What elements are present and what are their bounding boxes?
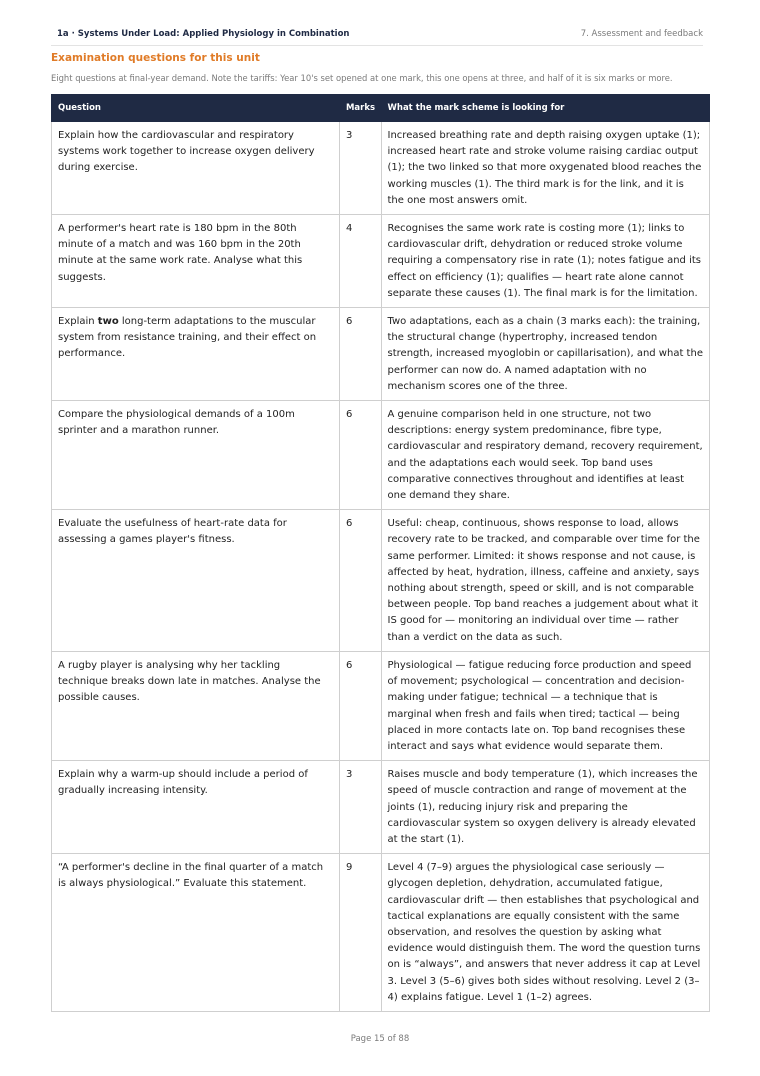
question-cell: “A performer's decline in the final quarter of a match is always physiological.” Evaluate this statement. — [52, 854, 340, 1012]
scheme-cell: Raises muscle and body temperature (1), which increases the speed of muscle contraction and range of movement at the joints (1), reducing injury risk and preparing the cardiovascular system so oxygen delivery is already elevated at the start (1). — [381, 761, 709, 854]
table-header-row — [52, 95, 710, 122]
table-row — [52, 308, 710, 401]
table-row — [52, 854, 710, 1012]
table-row — [52, 215, 710, 308]
scheme-cell: Level 4 (7–9) argues the physiological case seriously — glycogen depletion, dehydration, accumulated fatigue, cardiovascular drift — then establishes that psychological and tactical explanations are equally consistent with the same observation, and resolves the question by asking what evidence would distinguish them. The word the question turns on is “always”, and answers that never address it cap at Level 3. Level 3 (5–6) gives both sides without resolving. Level 2 (3–4) explains fatigue. Level 1 (1–2) agrees. — [381, 854, 709, 1012]
marks-cell: 4 — [339, 215, 381, 308]
table-row — [52, 651, 710, 760]
table-row — [52, 401, 710, 510]
unit-title: 1a · Systems Under Load: Applied Physiology in Combination — [57, 29, 350, 39]
question-cell: Compare the physiological demands of a 100m sprinter and a marathon runner. — [52, 401, 340, 510]
question-cell: Explain why a warm-up should include a period of gradually increasing intensity. — [52, 761, 340, 854]
question-emphasis: two — [97, 316, 119, 328]
table-row — [52, 510, 710, 652]
scheme-cell: A genuine comparison held in one structure, not two descriptions: energy system predominance, fibre type, cardiovascular and respiratory demand, recovery requirement, and the adaptations each would seek. Top band uses comparative connectives throughout and identifies at least one demand they share. — [381, 401, 709, 510]
marks-cell: 6 — [339, 308, 381, 401]
chapter-title: 7. Assessment and feedback — [580, 29, 703, 39]
question-cell: Evaluate the usefulness of heart-rate data for assessing a games player's fitness. — [52, 510, 340, 652]
scheme-cell: Physiological — fatigue reducing force production and speed of movement; psychological — concentration and decision-making under fatigue; technical — a technique that is marginal when fresh and fails when tired; tactical — being placed in more contacts late on. Top band recognises these interact and says what evidence would separate them. — [381, 651, 709, 760]
section-title: Examination questions for this unit — [51, 52, 260, 64]
scheme-cell: Useful: cheap, continuous, shows response to load, allows recovery rate to be tracked, and comparable over time for the same performer. Limited: it shows response and not cause, is affected by heat, hydration, illness, caffeine and anxiety, says nothing about strength, speed or skill, and is not comparable between people. Top band reaches a judgement about what it IS good for — monitoring an individual over time — rather than a verdict on the data as such. — [381, 510, 709, 652]
question-cell: Explain how the cardiovascular and respiratory systems work together to increase oxygen delivery during exercise. — [52, 122, 340, 215]
scheme-cell: Two adaptations, each as a chain (3 marks each): the training, the structural change (hypertrophy, increased tendon strength, increased myoglobin or capillarisation), and what the performer can now do. A named adaptation with no mechanism scores one of the three. — [381, 308, 709, 401]
section-intro: Eight questions at final-year demand. Note the tariffs: Year 10's set opened at one mark, this one opens at three, and half of it is six marks or more. — [51, 73, 673, 83]
page-number: Page 15 of 88 — [350, 1034, 410, 1044]
question-cell: A rugby player is analysing why her tackling technique breaks down late in matches. Analyse the possible causes. — [52, 651, 340, 760]
marks-cell: 9 — [339, 854, 381, 1012]
marks-cell: 3 — [339, 761, 381, 854]
marks-cell: 3 — [339, 122, 381, 215]
running-header — [51, 29, 703, 46]
marks-cell: 6 — [339, 401, 381, 510]
scheme-cell: Increased breathing rate and depth raising oxygen uptake (1); increased heart rate and stroke volume raising cardiac output (1); the two linked so that more oxygenated blood reaches the working muscles (1). The third mark is for the link, and it is the one most answers omit. — [381, 122, 709, 215]
question-cell — [52, 308, 340, 401]
question-text-start: Explain — [58, 316, 98, 328]
table-row — [52, 122, 710, 215]
marks-cell: 6 — [339, 510, 381, 652]
marks-cell: 6 — [339, 651, 381, 760]
scheme-cell: Recognises the same work rate is costing more (1); links to cardiovascular drift, dehydration or reduced stroke volume requiring a compensatory rise in rate (1); notes fatigue and its effect on efficiency (1); qualifies — heart rate alone cannot separate these causes (1). The final mark is for the limitation. — [381, 215, 709, 308]
column-header-marks: Marks — [339, 95, 381, 122]
table-row — [52, 761, 710, 854]
question-text-end: long-term adaptations to the muscular system from resistance training, and their effect on performance. — [58, 316, 317, 360]
exam-questions-table — [51, 94, 710, 1012]
column-header-scheme: What the mark scheme is looking for — [381, 95, 709, 122]
column-header-question: Question — [52, 95, 340, 122]
question-cell: A performer's heart rate is 180 bpm in the 80th minute of a match and was 160 bpm in the 20th minute at the same work rate. Analyse what this suggests. — [52, 215, 340, 308]
